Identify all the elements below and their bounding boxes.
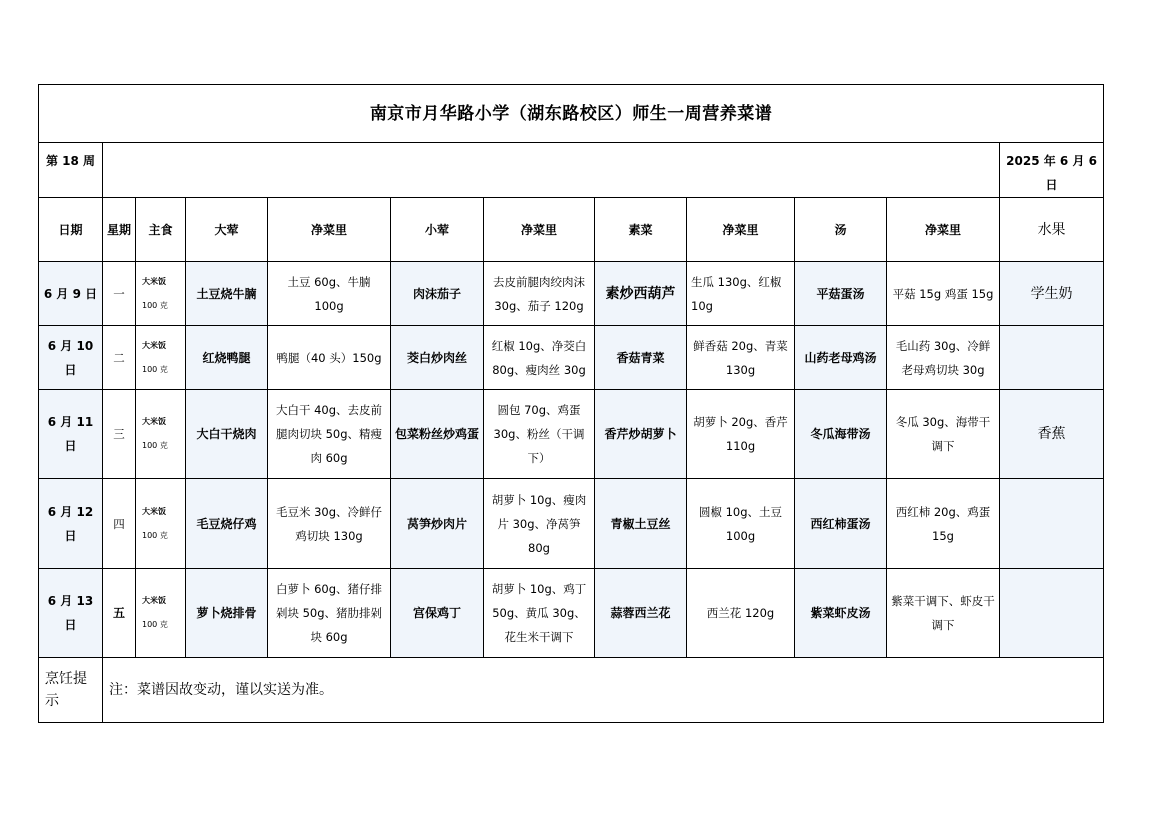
- row-staple: 大米饭 100 克: [136, 479, 186, 569]
- row-vegetable: 香芹炒胡萝卜: [595, 390, 687, 479]
- row-vegetable: 香菇青菜: [595, 326, 687, 390]
- row-side-meat-qty: 红椒 10g、净茭白 80g、瘦肉丝 30g: [484, 326, 595, 390]
- header-staple: 主食: [136, 198, 186, 262]
- header-net-qty: 净菜里: [484, 198, 595, 262]
- row-vegetable-qty: 胡萝卜 20g、香芹 110g: [687, 390, 795, 479]
- menu-note: 注：菜谱因故变动，谨以实送为准。: [103, 658, 1104, 723]
- row-fruit: [1000, 569, 1104, 658]
- row-main-meat-qty: 毛豆米 30g、冷鲜仔鸡切块 130g: [268, 479, 391, 569]
- row-date: 6 月 9 日: [39, 262, 103, 326]
- table-row: [39, 390, 1104, 479]
- header-main-meat: 大荤: [186, 198, 268, 262]
- row-side-meat: 肉沫茄子: [391, 262, 484, 326]
- row-side-meat-qty: 胡萝卜 10g、瘦肉片 30g、净莴笋 80g: [484, 479, 595, 569]
- row-vegetable: 蒜蓉西兰花: [595, 569, 687, 658]
- header-weekday: 星期: [103, 198, 136, 262]
- row-side-meat: 莴笋炒肉片: [391, 479, 484, 569]
- row-soup-qty: 冬瓜 30g、海带干调下: [887, 390, 1000, 479]
- menu-title: 南京市月华路小学（湖东路校区）师生一周营养菜谱: [39, 85, 1104, 143]
- row-soup-qty: 平菇 15g 鸡蛋 15g: [887, 262, 1000, 326]
- row-main-meat: 毛豆烧仔鸡: [186, 479, 268, 569]
- row-side-meat-qty: 胡萝卜 10g、鸡丁 50g、黄瓜 30g、花生米干调下: [484, 569, 595, 658]
- header-net-qty: 净菜里: [887, 198, 1000, 262]
- row-vegetable: 青椒土豆丝: [595, 479, 687, 569]
- weekly-menu-table: [38, 84, 1104, 723]
- row-soup: 冬瓜海带汤: [795, 390, 887, 479]
- header-net-qty: 净菜里: [687, 198, 795, 262]
- row-soup-qty: 紫菜干调下、虾皮干调下: [887, 569, 1000, 658]
- row-date: 6 月 11 日: [39, 390, 103, 479]
- row-weekday: 二: [103, 326, 136, 390]
- header-vegetable: 素菜: [595, 198, 687, 262]
- row-staple: 大米饭 100 克: [136, 569, 186, 658]
- table-row: [39, 262, 1104, 326]
- row-main-meat: 红烧鸭腿: [186, 326, 268, 390]
- row-main-meat: 土豆烧牛腩: [186, 262, 268, 326]
- row-fruit: 学生奶: [1000, 262, 1104, 326]
- row-main-meat-qty: 土豆 60g、牛腩 100g: [268, 262, 391, 326]
- row-soup: 紫菜虾皮汤: [795, 569, 887, 658]
- blank-cell: [103, 143, 1000, 198]
- row-staple: 大米饭 100 克: [136, 262, 186, 326]
- row-weekday: 五: [103, 569, 136, 658]
- row-weekday: 三: [103, 390, 136, 479]
- row-date: 6 月 10 日: [39, 326, 103, 390]
- header-date: 日期: [39, 198, 103, 262]
- menu-date: 2025 年 6 月 6 日: [1000, 143, 1104, 198]
- row-vegetable-qty: 圆椒 10g、土豆 100g: [687, 479, 795, 569]
- row-fruit: [1000, 326, 1104, 390]
- row-side-meat: 宫保鸡丁: [391, 569, 484, 658]
- table-row: [39, 479, 1104, 569]
- row-side-meat: 茭白炒肉丝: [391, 326, 484, 390]
- row-side-meat: 包菜粉丝炒鸡蛋: [391, 390, 484, 479]
- row-soup: 山药老母鸡汤: [795, 326, 887, 390]
- row-vegetable-qty: 生瓜 130g、红椒 10g: [687, 262, 795, 326]
- row-soup-qty: 毛山药 30g、冷鲜老母鸡切块 30g: [887, 326, 1000, 390]
- row-main-meat-qty: 鸭腿（40 头）150g: [268, 326, 391, 390]
- row-fruit: [1000, 479, 1104, 569]
- row-side-meat-qty: 圆包 70g、鸡蛋 30g、粉丝（干调下）: [484, 390, 595, 479]
- header-net-qty: 净菜里: [268, 198, 391, 262]
- row-main-meat: 大白干烧肉: [186, 390, 268, 479]
- row-main-meat-qty: 大白干 40g、去皮前腿肉切块 50g、精瘦肉 60g: [268, 390, 391, 479]
- table-row: [39, 326, 1104, 390]
- row-fruit: 香蕉: [1000, 390, 1104, 479]
- header-soup: 汤: [795, 198, 887, 262]
- row-date: 6 月 13 日: [39, 569, 103, 658]
- row-soup: 平菇蛋汤: [795, 262, 887, 326]
- row-weekday: 一: [103, 262, 136, 326]
- week-number: 第 18 周: [39, 143, 103, 198]
- cooking-tips-label: 烹饪提示: [39, 658, 103, 723]
- row-vegetable-qty: 西兰花 120g: [687, 569, 795, 658]
- row-staple: 大米饭 100 克: [136, 326, 186, 390]
- row-soup-qty: 西红柿 20g、鸡蛋 15g: [887, 479, 1000, 569]
- table-row: [39, 569, 1104, 658]
- row-vegetable: 素炒西葫芦: [595, 262, 687, 326]
- row-side-meat-qty: 去皮前腿肉绞肉沫 30g、茄子 120g: [484, 262, 595, 326]
- row-date: 6 月 12 日: [39, 479, 103, 569]
- row-main-meat-qty: 白萝卜 60g、猪仔排剁块 50g、猪肋排剁块 60g: [268, 569, 391, 658]
- row-main-meat: 萝卜烧排骨: [186, 569, 268, 658]
- header-fruit: 水果: [1000, 198, 1104, 262]
- header-side-meat: 小荤: [391, 198, 484, 262]
- row-soup: 西红柿蛋汤: [795, 479, 887, 569]
- row-vegetable-qty: 鲜香菇 20g、青菜 130g: [687, 326, 795, 390]
- row-weekday: 四: [103, 479, 136, 569]
- row-staple: 大米饭 100 克: [136, 390, 186, 479]
